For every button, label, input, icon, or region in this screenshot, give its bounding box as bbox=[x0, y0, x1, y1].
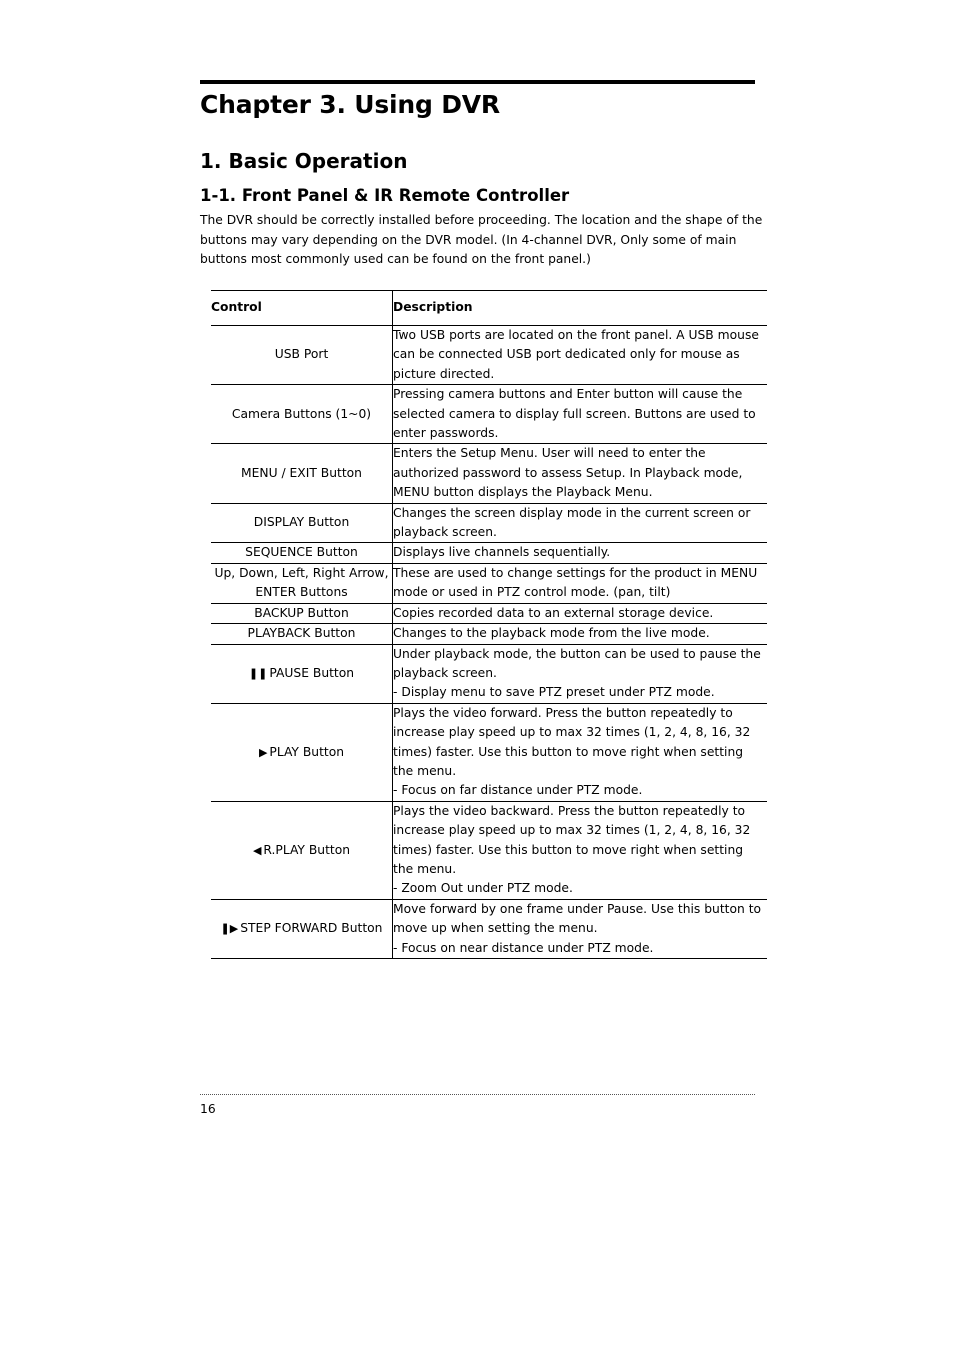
page-number: 16 bbox=[200, 1102, 216, 1116]
table-row bbox=[211, 563, 767, 603]
description-text: - Focus on far distance under PTZ mode. bbox=[393, 783, 643, 798]
description-cell bbox=[393, 444, 768, 503]
control-label: PLAYBACK Button bbox=[247, 626, 356, 641]
control-cell bbox=[211, 543, 393, 563]
table-row bbox=[211, 444, 767, 503]
header-description: Description bbox=[393, 291, 768, 326]
description-text: Copies recorded data to an external storage device. bbox=[393, 605, 714, 620]
control-label: DISPLAY Button bbox=[253, 515, 350, 530]
header-control: Control bbox=[211, 291, 393, 326]
description-text: - Zoom Out under PTZ mode. bbox=[393, 881, 573, 896]
description-cell bbox=[393, 385, 768, 444]
top-rule bbox=[200, 80, 755, 84]
subsection-title: 1-1. Front Panel & IR Remote Controller bbox=[200, 186, 570, 205]
table-row bbox=[211, 703, 767, 801]
pause-icon: ❚❚ bbox=[248, 666, 268, 680]
footer-divider bbox=[200, 1094, 755, 1095]
table-row bbox=[211, 503, 767, 543]
control-label: PAUSE Button bbox=[269, 665, 355, 680]
description-text: Two USB ports are located on the front panel. A USB mouse can be connected USB port dedicated only for mouse as picture directed. bbox=[393, 328, 759, 381]
description-text: Changes the screen display mode in the current screen or playback screen. bbox=[393, 505, 751, 540]
description-cell bbox=[393, 624, 768, 644]
control-label: SEQUENCE Button bbox=[245, 545, 358, 560]
table-row bbox=[211, 801, 767, 899]
control-label: Camera Buttons (1~0) bbox=[231, 406, 372, 421]
table-row bbox=[211, 326, 767, 385]
table-row bbox=[211, 603, 767, 623]
control-label: MENU / EXIT Button bbox=[241, 465, 362, 480]
description-cell bbox=[393, 326, 768, 385]
description-text: Plays the video forward. Press the button repeatedly to increase play speed up to max 32 times (1, 2, 4, 8, 16, 32 times) faster. Use this button to move right when setting the menu. bbox=[393, 705, 751, 778]
description-cell bbox=[393, 503, 768, 543]
control-label: Up, Down, Left, Right Arrow, ENTER Buttons bbox=[214, 565, 389, 600]
table-row bbox=[211, 385, 767, 444]
description-text: These are used to change settings for the product in MENU mode or used in PTZ control mode. (pan, tilt) bbox=[393, 565, 758, 600]
description-cell bbox=[393, 801, 768, 899]
table-row bbox=[211, 624, 767, 644]
chapter-title: Chapter 3. Using DVR bbox=[200, 90, 500, 119]
description-cell bbox=[393, 899, 768, 958]
step-forward-icon: ❚▶ bbox=[220, 922, 239, 936]
description-text: Enters the Setup Menu. User will need to enter the authorized password to assess Setup. In Playback mode, MENU button displays the Playback Menu. bbox=[393, 446, 743, 500]
description-cell bbox=[393, 603, 768, 623]
control-cell bbox=[211, 503, 393, 543]
control-cell bbox=[211, 801, 393, 899]
control-cell bbox=[211, 563, 393, 603]
control-cell bbox=[211, 444, 393, 503]
control-cell bbox=[211, 326, 393, 385]
table-row bbox=[211, 899, 767, 958]
description-text: - Focus on near distance under PTZ mode. bbox=[393, 940, 654, 955]
description-cell bbox=[393, 563, 768, 603]
table-body bbox=[211, 326, 767, 959]
table-row bbox=[211, 644, 767, 703]
control-label: USB Port bbox=[274, 347, 329, 362]
description-text: Displays live channels sequentially. bbox=[393, 545, 611, 560]
table-row bbox=[211, 543, 767, 563]
section-title: 1. Basic Operation bbox=[200, 149, 408, 173]
play-icon: ▶ bbox=[258, 745, 268, 759]
description-text: Changes to the playback mode from the live mode. bbox=[393, 626, 710, 641]
reverse-play-icon: ◀ bbox=[252, 843, 262, 857]
control-label: PLAY Button bbox=[269, 744, 345, 759]
control-cell bbox=[211, 385, 393, 444]
control-cell bbox=[211, 644, 393, 703]
control-cell bbox=[211, 603, 393, 623]
description-text: Pressing camera buttons and Enter button will cause the selected camera to display full screen. Buttons are used to enter passwords. bbox=[393, 387, 756, 441]
control-cell bbox=[211, 624, 393, 644]
control-label: STEP FORWARD Button bbox=[240, 921, 383, 936]
control-cell bbox=[211, 703, 393, 801]
intro-paragraph: The DVR should be correctly installed before proceeding. The location and the shape of the buttons may vary depending on the DVR model. (In 4-channel DVR, Only some of main buttons most commonly used can be found on the front panel.) bbox=[200, 213, 763, 266]
description-cell bbox=[393, 543, 768, 563]
control-label: BACKUP Button bbox=[254, 605, 349, 620]
description-text: - Display menu to save PTZ preset under PTZ mode. bbox=[393, 685, 715, 700]
description-cell bbox=[393, 703, 768, 801]
description-text: Move forward by one frame under Pause. Use this button to move up when setting the menu. bbox=[393, 901, 762, 936]
description-cell bbox=[393, 644, 768, 703]
control-label: R.PLAY Button bbox=[263, 842, 351, 857]
controls-table bbox=[211, 290, 767, 959]
description-text: Under playback mode, the button can be used to pause the playback screen. bbox=[393, 646, 761, 680]
control-cell bbox=[211, 899, 393, 958]
description-text: Plays the video backward. Press the button repeatedly to increase play speed up to max 32 times (1, 2, 4, 8, 16, 32 times) faster. Use this button to move right when setting the menu. bbox=[393, 803, 751, 876]
table-header-row bbox=[211, 291, 767, 326]
